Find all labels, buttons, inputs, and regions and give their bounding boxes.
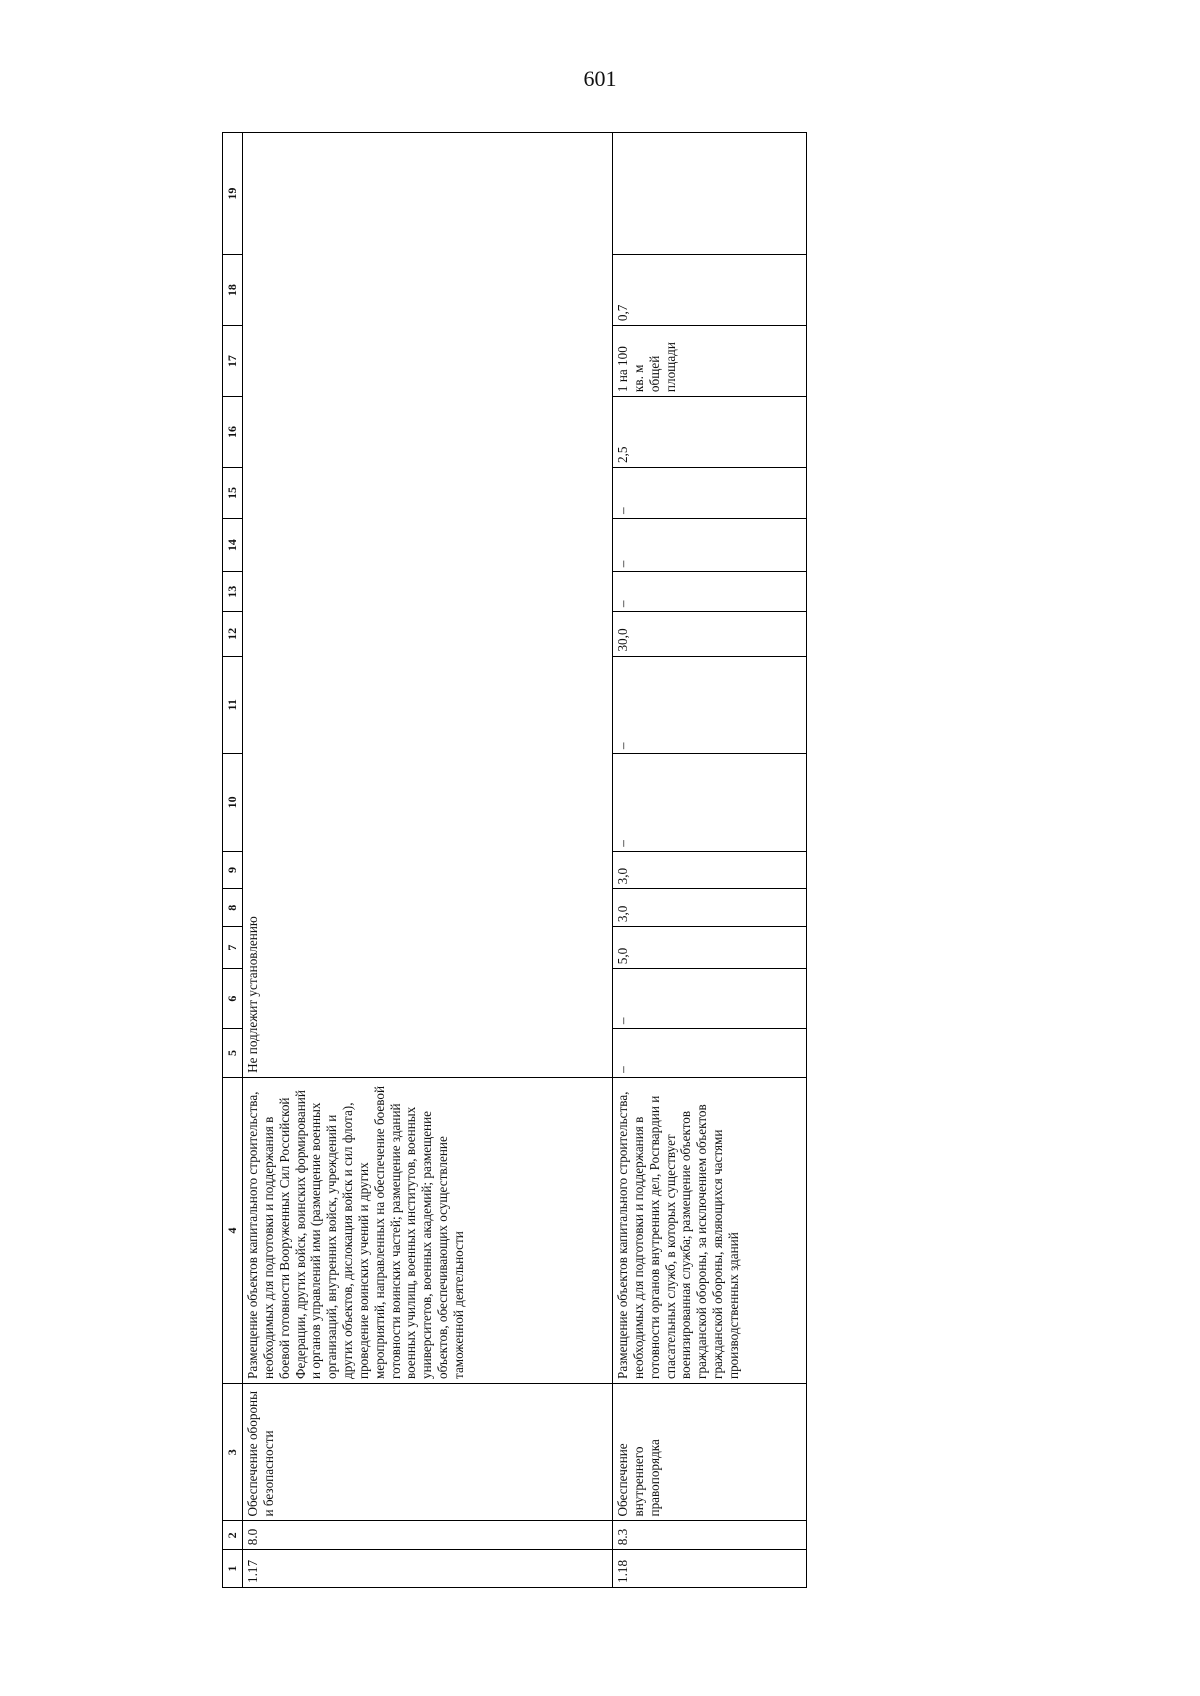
cell-col-6: –	[613, 969, 807, 1029]
cell-col-14: –	[613, 519, 807, 572]
regulations-table	[222, 132, 807, 1588]
cell-col-16: 2,5	[613, 397, 807, 468]
col-header-16: 16	[223, 397, 243, 468]
row-description: Размещение объектов капитального строительства, необходимых для подготовки и поддержания в готовности органов внутренних дел, Росгвардии и спасательных служб, в которых существует военизированная служба; размещение объектов гражданской обороны, за исключением объектов гражданской обороны, являющихся частями производственных зданий	[613, 1077, 807, 1383]
cell-col-8: 3,0	[613, 889, 807, 927]
merged-note: Не подлежит установлению	[243, 133, 613, 1078]
col-header-2: 2	[223, 1521, 243, 1550]
table-row	[243, 133, 613, 1588]
col-header-13: 13	[223, 572, 243, 612]
row-number: 1.17	[243, 1550, 613, 1588]
cell-col-7: 5,0	[613, 927, 807, 969]
col-header-11: 11	[223, 656, 243, 754]
cell-col-9: 3,0	[613, 851, 807, 889]
cell-col-5: –	[613, 1029, 807, 1078]
col-header-10: 10	[223, 754, 243, 852]
row-code: 8.0	[243, 1521, 613, 1550]
col-header-6: 6	[223, 969, 243, 1029]
col-header-18: 18	[223, 255, 243, 326]
row-name: Обеспечение обороны и безопасности	[243, 1383, 613, 1521]
col-header-1: 1	[223, 1550, 243, 1588]
col-header-17: 17	[223, 326, 243, 397]
cell-col-15: –	[613, 468, 807, 519]
row-description: Размещение объектов капитального строительства, необходимых для подготовки и поддержания в боевой готовности Вооруженных Сил Российской Федерации, других войск, воинских формирований и органов управлений ими (размещение военных организаций, внутренних войск, учреждений и других объектов, дислокация войск и сил флота), проведение воинских учений и других мероприятий, направленных на обеспечение боевой готовности воинских частей; размещение зданий военных училищ, военных институтов, военных университетов, военных академий; размещение объектов, обеспечивающих осуществление таможенной деятельности	[243, 1077, 613, 1383]
cell-col-18: 0,7	[613, 255, 807, 326]
table-row	[613, 133, 807, 1588]
cell-col-11: –	[613, 656, 807, 754]
cell-col-17: 1 на 100 кв. м общей площади	[613, 326, 807, 397]
row-name: Обеспечение внутреннего правопорядка	[613, 1383, 807, 1521]
row-number: 1.18	[613, 1550, 807, 1588]
col-header-14: 14	[223, 519, 243, 572]
col-header-19: 19	[223, 133, 243, 255]
cell-col-10: –	[613, 754, 807, 852]
row-code: 8.3	[613, 1521, 807, 1550]
rotated-table-container	[222, 132, 807, 1588]
col-header-3: 3	[223, 1383, 243, 1521]
col-header-5: 5	[223, 1029, 243, 1078]
page-number: 601	[583, 66, 617, 91]
header-row	[223, 133, 243, 1588]
col-header-8: 8	[223, 889, 243, 927]
col-header-9: 9	[223, 851, 243, 889]
cell-col-19	[613, 133, 807, 255]
cell-col-13: –	[613, 572, 807, 612]
col-header-4: 4	[223, 1077, 243, 1383]
col-header-7: 7	[223, 927, 243, 969]
col-header-12: 12	[223, 612, 243, 656]
cell-col-12: 30,0	[613, 612, 807, 656]
col-header-15: 15	[223, 468, 243, 519]
